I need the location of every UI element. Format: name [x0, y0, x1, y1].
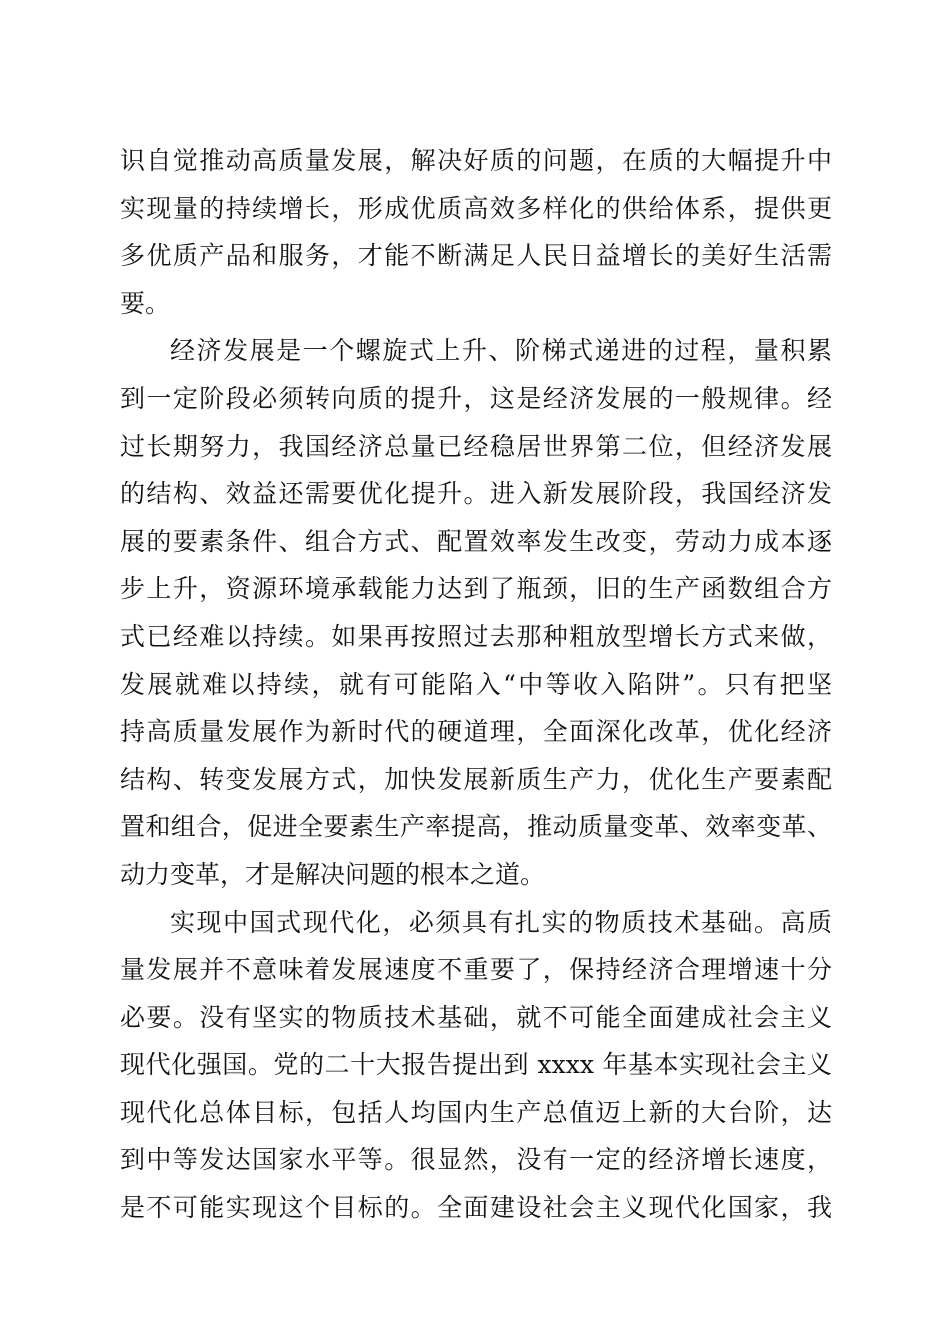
text-line: 动力变革，才是解决问题的根本之道。 — [120, 859, 546, 889]
text-line: 现代化总体目标，包括人均国内生产总值迈上新的大台阶，达 — [120, 1097, 832, 1127]
text-line: 现代化强国。党的二十大报告提出到 xxxx 年基本实现社会主义 — [120, 1050, 832, 1080]
text-line: 到一定阶段必须转向质的提升，这是经济发展的一般规律。经 — [120, 383, 832, 413]
text-line: 识自觉推动高质量发展，解决好质的问题，在质的大幅提升中 — [120, 146, 832, 175]
text-line: 步上升，资源环境承载能力达到了瓶颈，旧的生产函数组合方 — [120, 574, 832, 604]
text-line: 持高质量发展作为新时代的硬道理，全面深化改革，优化经济 — [120, 717, 832, 747]
text-line: 发展就难以持续，就有可能陷入“中等收入陷阱”。只有把坚 — [120, 669, 832, 699]
text-line: 式已经难以持续。如果再按照过去那种粗放型增长方式来做， — [120, 621, 832, 651]
text-line: 实现中国式现代化，必须具有扎实的物质技术基础。高质 — [170, 907, 832, 937]
paragraph-2 — [120, 327, 832, 898]
text-line: 到中等发达国家水平等。很显然，没有一定的经济增长速度， — [120, 1145, 832, 1175]
text-line: 要。 — [120, 288, 171, 318]
paragraph-3 — [120, 899, 832, 1232]
text-line: 结构、转变发展方式，加快发展新质生产力，优化生产要素配 — [120, 764, 832, 794]
text-line: 置和组合，促进全要素生产率提高，推动质量变革、效率变革、 — [120, 812, 832, 842]
text-line: 经济发展是一个螺旋式上升、阶梯式递进的过程，量积累 — [170, 336, 832, 366]
text-line: 必要。没有坚实的物质技术基础，就不可能全面建成社会主义 — [120, 1002, 832, 1032]
text-line: 是不可能实现这个目标的。全面建设社会主义现代化国家，我 — [120, 1193, 832, 1223]
text-line: 过长期努力，我国经济总量已经稳居世界第二位，但经济发展 — [120, 431, 832, 461]
text-line: 的结构、效益还需要优化提升。进入新发展阶段，我国经济发 — [120, 479, 832, 509]
text-line: 多优质产品和服务，才能不断满足人民日益增长的美好生活需 — [120, 241, 832, 271]
text-line: 实现量的持续增长，形成优质高效多样化的供给体系，提供更 — [120, 193, 832, 223]
text-line: 量发展并不意味着发展速度不重要了，保持经济合理增速十分 — [120, 955, 832, 985]
paragraph-1 — [120, 137, 832, 327]
text-line: 展的要素条件、组合方式、配置效率发生改变，劳动力成本逐 — [120, 526, 832, 556]
document-body — [120, 137, 832, 1232]
